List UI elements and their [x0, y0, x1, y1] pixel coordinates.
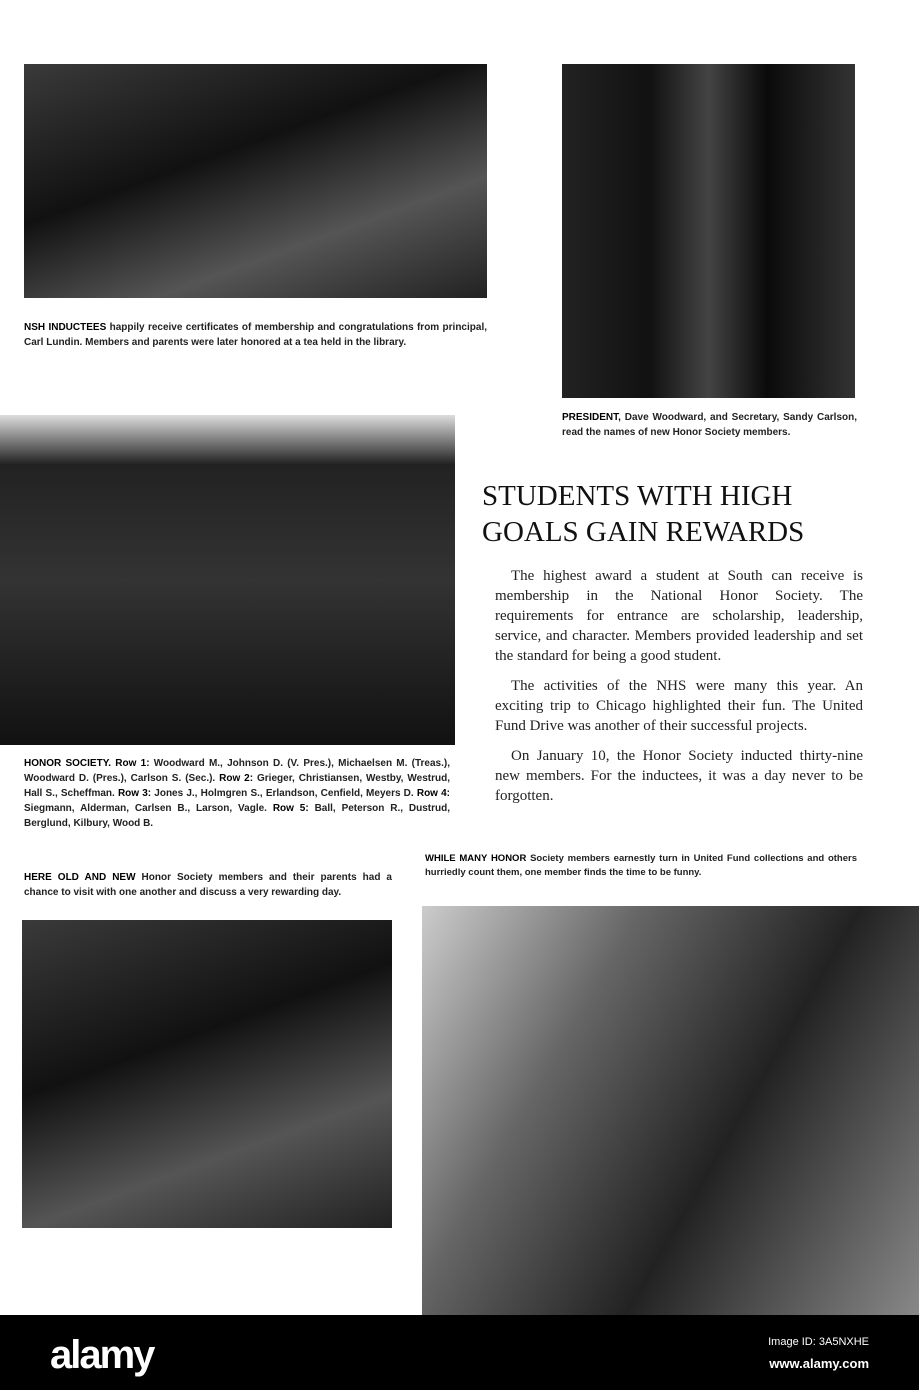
tea-reception-photo — [22, 920, 392, 1228]
article-body — [495, 566, 863, 816]
alamy-logo: alamy — [50, 1333, 154, 1377]
paragraph: The highest award a student at South can receive is membership in the National Honor Society. The requirements for entrance are scholarship, leadership, service, and character. Members provided leadership and set the standard for being a good student. — [495, 568, 863, 664]
tea-caption: HERE OLD AND NEW Honor Society members and their parents had a chance to visit with one another and discuss a very rewarding day. — [24, 872, 392, 898]
honor-society-group-photo — [0, 415, 455, 745]
president-secretary-photo — [562, 64, 855, 398]
united-fund-photo — [422, 906, 919, 1315]
headline — [482, 478, 892, 550]
united-fund-caption: WHILE MANY HONOR Society members earnestly turn in United Fund collections and others hurriedly count them, one member finds the time to be funny. — [425, 853, 858, 878]
nsh-inductees-photo — [24, 64, 487, 298]
honor-society-caption: HONOR SOCIETY. Row 1: Woodward M., Johnson D. (V. Pres.), Michaelsen M. (Treas.), Woodward D. (Pres.), Carlson S. (Sec.). Row 2: Grieger, Christiansen, Westby, Westrud, Hall S., Scheffman. Row 3: Jones J., Holmgren S., Erlandson, Cenfield, Meyers D. Row 4: Siegmann, Alderman, Carlsen B., Larson, Vagle. Row 5: Ball, Peterson R., Dustrud, Berglund, Kilbury, Wood B. — [24, 758, 451, 829]
image-id: Image ID: 3A5NXHE — [768, 1336, 869, 1348]
paragraph: The activities of the NHS were many this year. An exciting trip to Chicago highlighted their fun. The United Fund Drive was another of their successful projects. — [495, 678, 863, 734]
paragraph: On January 10, the Honor Society inducted thirty-nine new members. For the inductees, it was a day never to be forgotten. — [495, 748, 863, 804]
watermark-url: www.alamy.com — [769, 1356, 869, 1371]
watermark-bar — [0, 1315, 919, 1390]
president-caption: PRESIDENT, Dave Woodward, and Secretary, Sandy Carlson, read the names of new Honor Society members. — [562, 412, 857, 438]
inductees-caption: NSH INDUCTEES happily receive certificates of membership and congratulations from principal, Carl Lundin. Members and parents were later honored at a tea held in the library. — [24, 322, 487, 348]
headline-text: STUDENTS WITH HIGH GOALS GAIN REWARDS — [482, 480, 805, 548]
